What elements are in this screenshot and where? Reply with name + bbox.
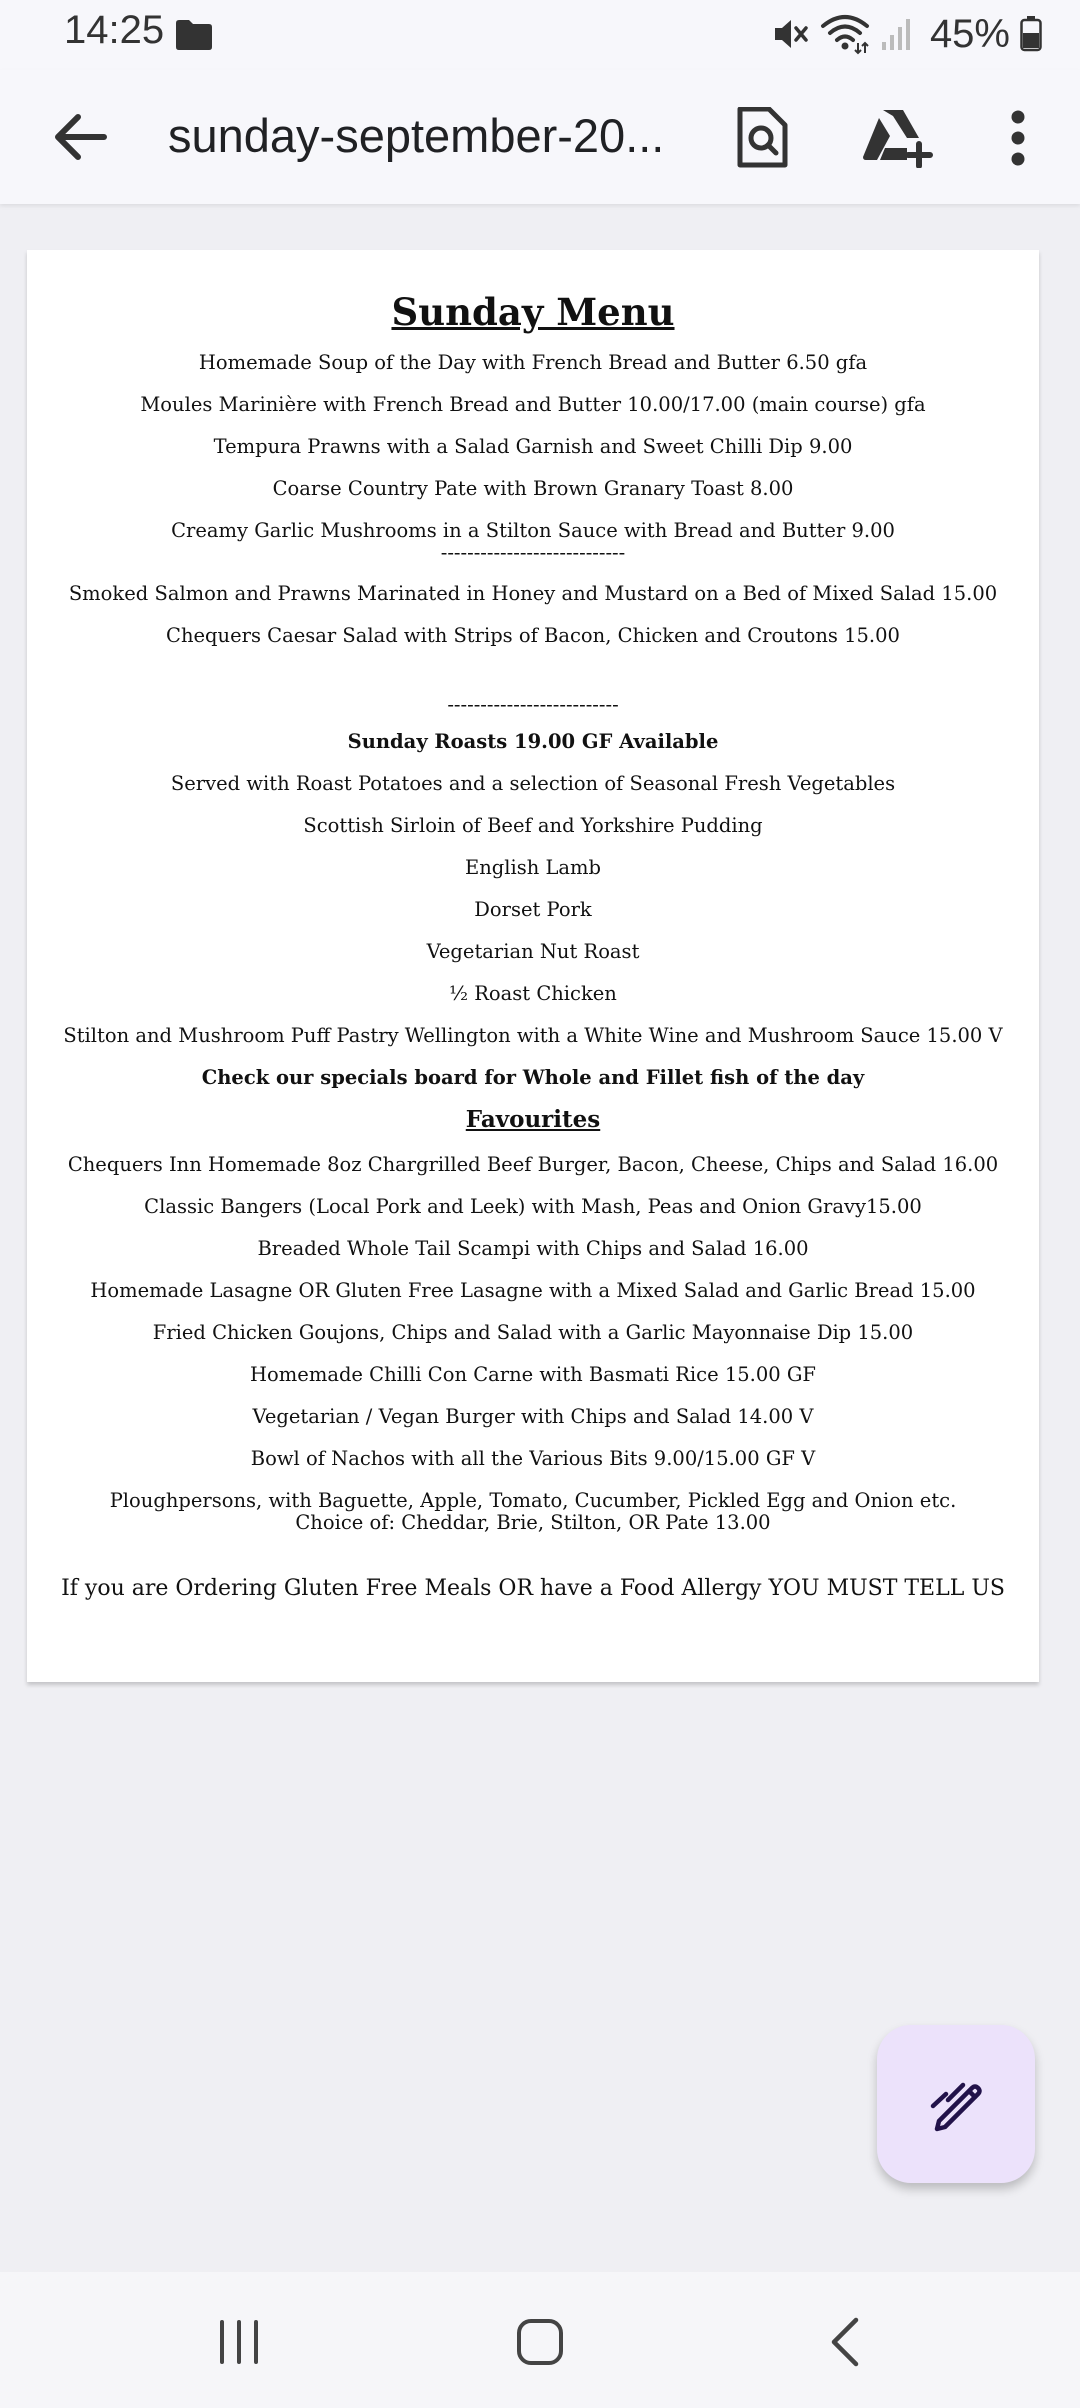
menu-item: Scottish Sirloin of Beef and Yorkshire Pudding: [303, 814, 763, 837]
battery-icon: [1020, 16, 1042, 52]
more-vert-icon: [1008, 110, 1028, 166]
menu-item: Vegetarian Nut Roast: [426, 940, 640, 963]
favourites-heading: Favourites: [465, 1106, 601, 1133]
app-bar: [0, 70, 1080, 204]
menu-item: Bowl of Nachos with all the Various Bits 9.00/15.00 GF V: [250, 1447, 816, 1470]
more-options-button[interactable]: [978, 98, 1058, 178]
menu-item: Coarse Country Pate with Brown Granary Toast 8.00: [272, 477, 794, 500]
edit-pen-icon: [926, 2074, 986, 2134]
drive-add-icon: [863, 108, 933, 168]
menu-item: Homemade Lasagne OR Gluten Free Lasagne with a Mixed Salad and Garlic Bread 15.00: [90, 1279, 976, 1302]
wifi-icon: [820, 13, 870, 55]
signal-icon: [880, 16, 914, 52]
battery-percent: 45%: [929, 11, 1010, 56]
menu-item: Smoked Salmon and Prawns Marinated in Honey and Mustard on a Bed of Mixed Salad 15.00: [68, 582, 998, 605]
menu-item: Homemade Chilli Con Carne with Basmati Rice 15.00 GF: [250, 1363, 816, 1386]
document-title: sunday-september-20...: [168, 109, 665, 162]
menu-item: Classic Bangers (Local Pork and Leek) with Mash, Peas and Onion Gravy15.00: [144, 1195, 922, 1218]
divider: --------------------------: [447, 693, 619, 716]
divider: ----------------------------: [440, 541, 626, 564]
back-icon: [828, 2316, 862, 2368]
menu-item: Vegetarian / Vegan Burger with Chips and Salad 14.00 V: [252, 1405, 814, 1428]
back-button[interactable]: [40, 102, 120, 172]
roasts-heading: Sunday Roasts 19.00 GF Available: [347, 730, 719, 753]
recents-icon: [216, 2320, 262, 2364]
menu-item: Choice of: Cheddar, Brie, Stilton, OR Pate 13.00: [295, 1511, 771, 1534]
nav-back-button[interactable]: [800, 2302, 890, 2382]
home-icon: [516, 2318, 564, 2366]
recents-button[interactable]: [194, 2302, 284, 2382]
menu-item: Fried Chicken Goujons, Chips and Salad with a Garlic Mayonnaise Dip 15.00: [152, 1321, 914, 1344]
menu-item: English Lamb: [464, 856, 602, 879]
allergy-notice: If you are Ordering Gluten Free Meals OR have a Food Allergy YOU MUST TELL US: [61, 1576, 1005, 1601]
status-icons: [770, 10, 1042, 58]
menu-item: Dorset Pork: [474, 898, 592, 921]
mute-icon: [770, 14, 810, 54]
drive-add-button[interactable]: [858, 98, 938, 178]
search-document-icon: [735, 107, 789, 169]
roasts-served: Served with Roast Potatoes and a selection of Seasonal Fresh Vegetables: [170, 772, 896, 795]
folder-icon: [176, 20, 212, 50]
menu-item: Creamy Garlic Mushrooms in a Stilton Sauce with Bread and Butter 9.00: [171, 519, 895, 542]
menu-item: Tempura Prawns with a Salad Garnish and Sweet Chilli Dip 9.00: [213, 435, 853, 458]
menu-item: Stilton and Mushroom Puff Pastry Wellington with a White Wine and Mushroom Sauce 15.00 V: [63, 1024, 1003, 1047]
back-arrow-icon: [52, 112, 108, 162]
menu-item: Chequers Caesar Salad with Strips of Bacon, Chicken and Croutons 15.00: [166, 624, 900, 647]
menu-item: Breaded Whole Tail Scampi with Chips and Salad 16.00: [257, 1237, 809, 1260]
menu-item: Ploughpersons, with Baguette, Apple, Tomato, Cucumber, Pickled Egg and Onion etc.: [109, 1489, 957, 1512]
status-time: 14:25: [64, 8, 165, 52]
status-bar: [0, 0, 1080, 70]
menu-item: ½ Roast Chicken: [449, 982, 617, 1005]
edit-fab-button[interactable]: [877, 2025, 1035, 2183]
specials-note: Check our specials board for Whole and Fillet fish of the day: [201, 1066, 865, 1089]
search-document-button[interactable]: [722, 98, 802, 178]
menu-item: Moules Marinière with French Bread and Butter 10.00/17.00 (main course) gfa: [140, 393, 926, 416]
menu-item: Homemade Soup of the Day with French Bread and Butter 6.50 gfa: [198, 351, 868, 374]
home-button[interactable]: [495, 2302, 585, 2382]
document-page: [27, 250, 1039, 1682]
menu-title: Sunday Menu: [391, 290, 675, 334]
navigation-bar: [0, 2272, 1080, 2408]
menu-item: Chequers Inn Homemade 8oz Chargrilled Beef Burger, Bacon, Cheese, Chips and Salad 16.00: [67, 1153, 999, 1176]
